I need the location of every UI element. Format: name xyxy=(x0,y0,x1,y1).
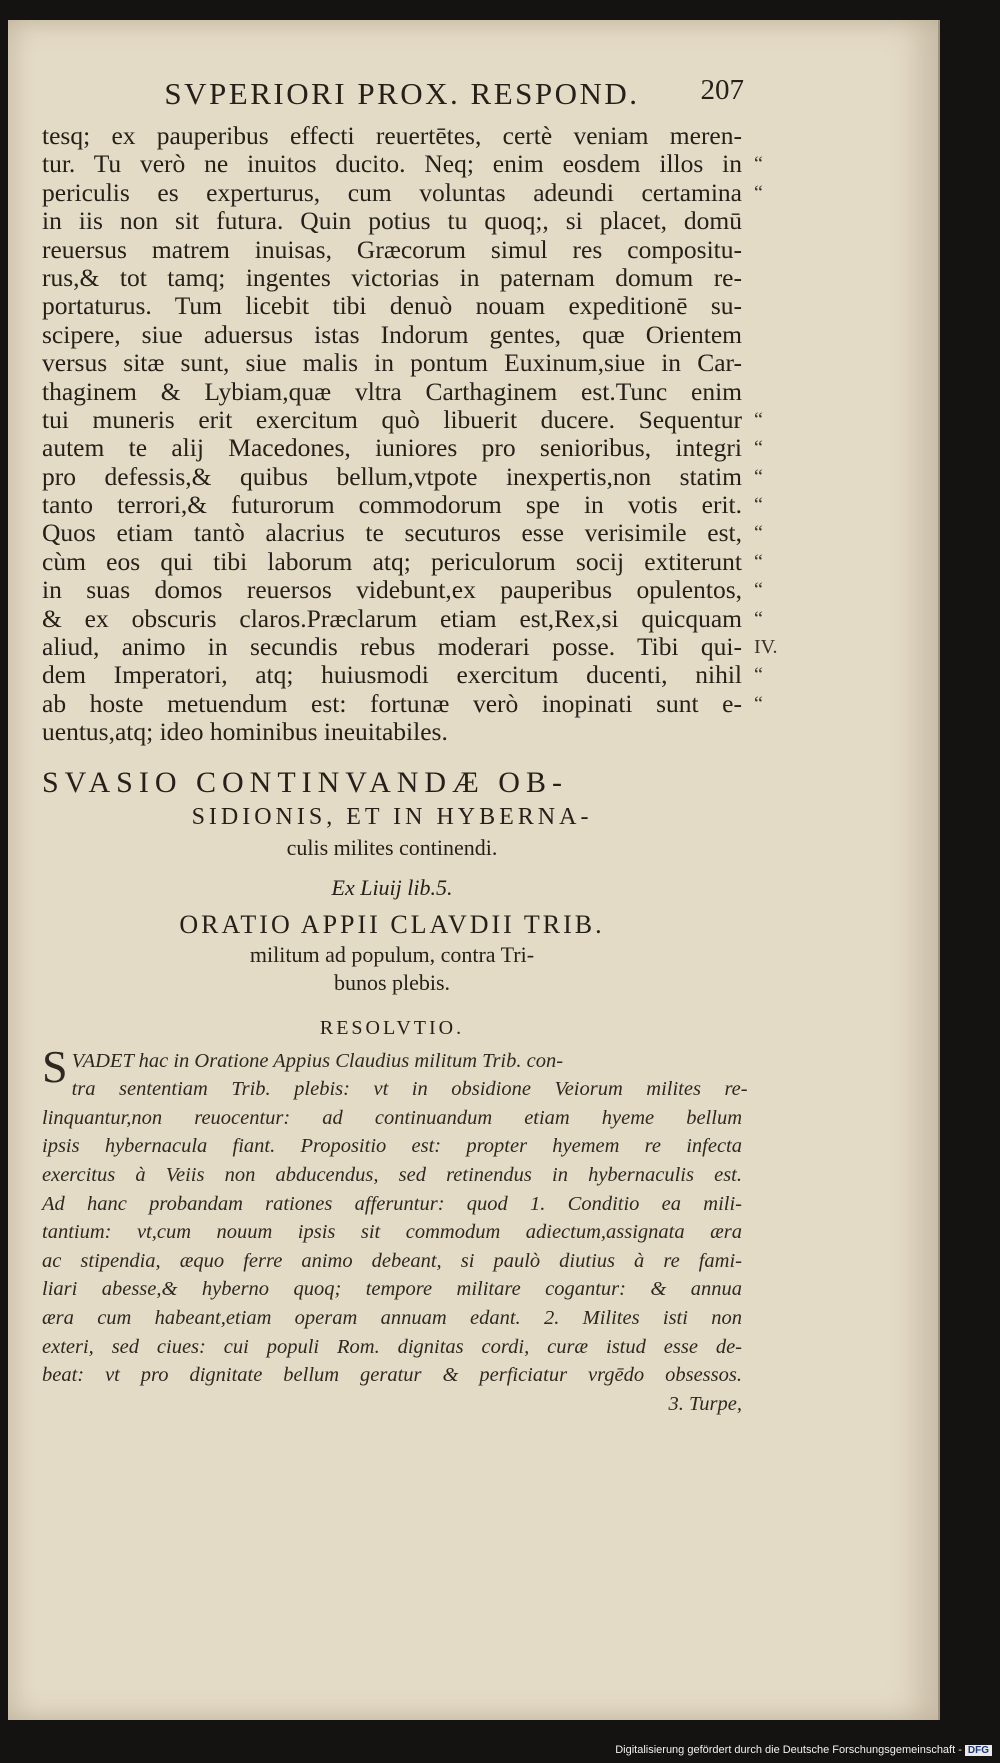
margin-mark: “ xyxy=(754,408,763,431)
resolutio-text xyxy=(42,1040,748,1419)
running-title: SVPERIORI PROX. RESPOND. xyxy=(164,76,640,111)
italic-line: tantium: vt,cum nouum ipsis sit commodum adiectum,assignata æra xyxy=(42,1221,742,1244)
drop-initial: S xyxy=(42,1040,68,1092)
margin-note-section: IV. xyxy=(754,636,778,659)
footer-credit xyxy=(615,1744,992,1756)
margin-mark: “ xyxy=(754,494,763,517)
margin-mark: “ xyxy=(754,607,763,630)
italic-line: SVADET hac in Oratione Appius Claudius militum Trib. con- xyxy=(42,1040,564,1092)
margin-mark: “ xyxy=(754,465,763,488)
text-line: tur. Tu verò ne inuitos ducito. Neq; enim eosdem illos in “ xyxy=(42,149,763,179)
catchword: 3. Turpe, xyxy=(668,1392,742,1415)
italic-line: beat: vt pro dignitate bellum geratur & perficiatur vrgēdo obsessos. xyxy=(42,1364,742,1387)
margin-mark: “ xyxy=(754,579,763,602)
section-heading-line2: SIDIONIS, ET IN HYBERNA- xyxy=(191,803,593,830)
italic-line: exteri, sed ciues: cui populi Rom. dignitas cordi, curæ istud esse de- xyxy=(42,1335,742,1358)
text-line: autem te alij Macedones, iuniores pro senioribus, integri “ xyxy=(42,433,763,463)
dfg-logo: DFG xyxy=(965,1745,992,1756)
text-line: & ex obscuris claros.Præclarum etiam est,Rex,si quicquam “ xyxy=(42,603,763,633)
italic-line: liari abesse,& hyberno quoq; tempore militare cogantur: & annua xyxy=(42,1278,742,1301)
text-line: tanto terrori,& futurorum commodorum spe in votis erit. “ xyxy=(42,490,763,520)
footer-text: Digitalisierung gefördert durch die Deutsche Forschungsgemeinschaft - xyxy=(615,1744,962,1756)
text-line: aliud, animo in secundis rebus moderari posse. Tibi qui- IV. xyxy=(42,632,778,662)
book-page xyxy=(8,20,940,1720)
text-line: reuersus matrem inuisas, Græcorum simul res compositu- xyxy=(42,234,742,264)
italic-line: æra cum habeant,etiam operam annuam edant. 2. Milites isti non xyxy=(42,1306,742,1329)
margin-mark: “ xyxy=(754,181,763,204)
margin-mark: “ xyxy=(754,550,763,573)
text-line: uentus,atq; ideo hominibus ineuitabiles. xyxy=(42,717,448,747)
text-line: thaginem & Lybiam,quæ vltra Carthaginem est.Tunc enim xyxy=(42,376,742,406)
margin-mark: “ xyxy=(754,692,763,715)
text-line: ab hoste metuendum est: fortunæ verò inopinati sunt e- “ xyxy=(42,688,763,718)
text-line: pro defessis,& quibus bellum,vtpote inexpertis,non statim “ xyxy=(42,461,763,491)
text-line: portaturus. Tum licebit tibi denuò nouam expeditionē su- xyxy=(42,291,742,321)
folio-number: 207 xyxy=(700,74,744,106)
text-line: in suas domos reuersos videbunt,ex pauperibus opulentos, “ xyxy=(42,575,763,605)
text-line: periculis es experturus, cum voluntas adeundi certamina “ xyxy=(42,177,763,207)
italic-line: Ad hanc probandam rationes afferuntur: quod 1. Conditio ea mili- xyxy=(42,1192,742,1215)
oration-subtitle: militum ad populum, contra Tri- xyxy=(249,941,535,967)
text-line: rus,& tot tamq; ingentes victorias in paternam domum re- xyxy=(42,262,742,292)
italic-line: linquantur,non reuocentur: ad continuandum etiam hyeme bellum xyxy=(42,1106,742,1129)
text-block xyxy=(42,74,778,1418)
section-heading-line3: culis milites continendi. xyxy=(286,834,498,860)
source-citation: Ex Liuij lib.5. xyxy=(331,874,453,900)
text-line: cùm eos qui tibi laborum atq; periculorum socij extiterunt “ xyxy=(42,546,763,576)
italic-line: tra sententiam Trib. plebis: vt in obsidione Veiorum milites re- xyxy=(71,1078,748,1101)
oration-subtitle-line2: bunos plebis. xyxy=(333,969,451,995)
text-line: tesq; ex pauperibus effecti reuertētes, certè veniam meren- xyxy=(42,121,742,150)
italic-line: ipsis hybernacula fiant. Propositio est: propter hyemem re infecta xyxy=(42,1135,742,1158)
text-line: Quos etiam tantò alacrius te secuturos esse verisimile est, “ xyxy=(42,518,763,548)
text-line: tui muneris erit exercitum quò libuerit ducere. Sequentur “ xyxy=(42,404,763,434)
margin-mark: “ xyxy=(754,437,763,460)
margin-mark: “ xyxy=(754,522,763,545)
text-line: scipere, siue aduersus istas Indorum gentes, quæ Orientem xyxy=(42,319,742,349)
oration-title: ORATIO APPII CLAVDII TRIB. xyxy=(179,909,605,939)
margin-mark: “ xyxy=(754,153,763,176)
body-text xyxy=(42,121,778,747)
section-heading: SVASIO CONTINVANDÆ OB- xyxy=(42,765,568,799)
italic-line: ac stipendia, æquo ferre animo debeant, si paulò diutius à re fami- xyxy=(42,1249,742,1272)
running-header xyxy=(62,76,742,120)
italic-line: exercitus à Veiis non abducendus, sed retinendus in hybernaculis est. xyxy=(42,1163,742,1186)
text-line: in iis non sit futura. Quin potius tu quoq;, si placet, domū xyxy=(42,206,742,236)
margin-mark: “ xyxy=(754,664,763,687)
resolutio-heading: RESOLVTIO. xyxy=(319,1016,465,1039)
text-line: versus sitæ sunt, siue malis in pontum Euxinum,siue in Car- xyxy=(42,348,742,378)
text-line: dem Imperatori, atq; huiusmodi exercitum ducenti, nihil “ xyxy=(42,660,763,690)
